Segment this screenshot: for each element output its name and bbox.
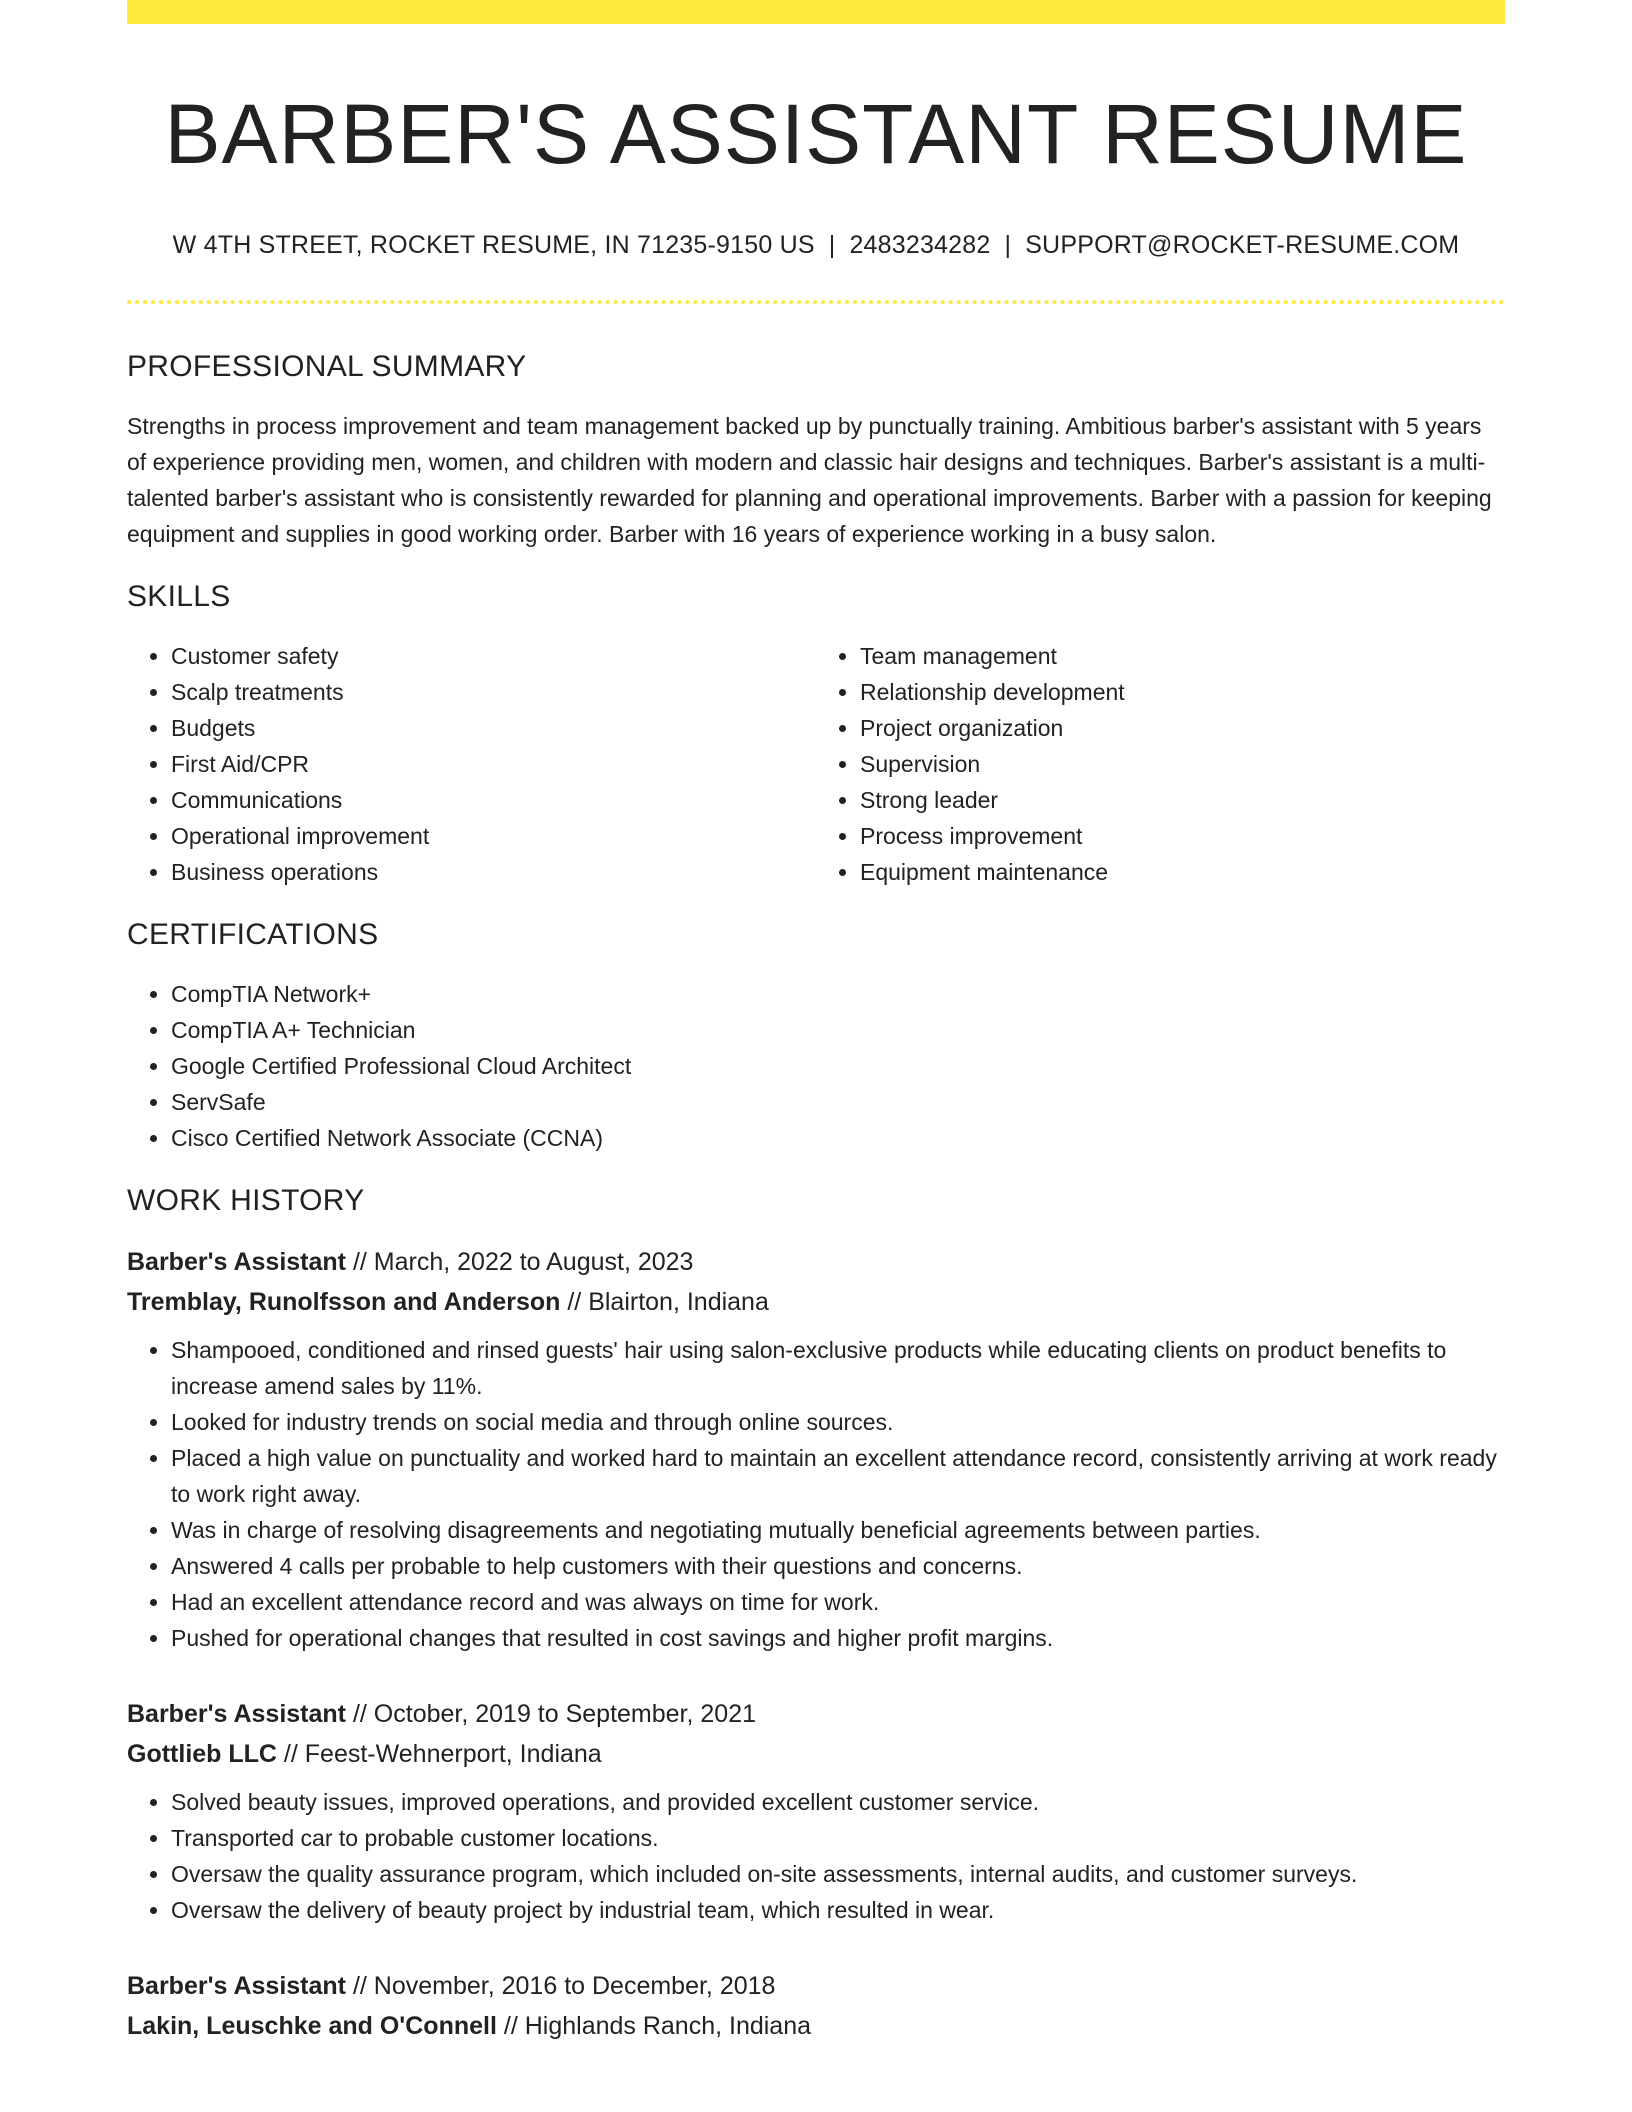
summary-heading: PROFESSIONAL SUMMARY [127,349,527,383]
job-entry [127,1966,1505,2046]
job-title-line: Barber's Assistant // March, 2022 to August, 2023 [127,1247,694,1276]
job-bullet: • Transported car to probable customer locations. [171,1820,1505,1856]
job-company-line: Tremblay, Runolfsson and Anderson // Blairton, Indiana [127,1287,769,1316]
certification-item: • ServSafe [171,1084,1505,1120]
contact-phone: 2483234282 [849,230,991,259]
job-company: Gottlieb LLC [127,1739,277,1768]
contact-address: W 4TH STREET, ROCKET RESUME, IN 71235-9150 US [172,230,815,259]
skill-item: • Equipment maintenance [860,854,1505,890]
skill-item: • Supervision [860,746,1505,782]
summary-text: Strengths in process improvement and team management backed up by punctually training. Ambitious barber's assistant with 5 years of experience providing men, women, and children with modern and classic hair designs and techniques. Barber's assistant is a multi-talented barber's assistant who is consistently rewarded for planning and operational improvements. Barber with a passion for keeping equipment and supplies in good working order. Barber with 16 years of experience working in a busy salon. [127,412,1492,547]
job-company-line: Gottlieb LLC // Feest-Wehnerport, Indiana [127,1739,602,1768]
resume-title: BARBER'S ASSISTANT RESUME [164,87,1468,181]
job-bullet: • Had an excellent attendance record and was always on time for work. [171,1584,1505,1620]
job-bullet: • Solved beauty issues, improved operations, and provided excellent customer service. [171,1784,1505,1820]
skill-item: • Operational improvement [171,818,816,854]
job-bullet: • Oversaw the quality assurance program, which included on-site assessments, internal audits, and customer surveys. [171,1856,1505,1892]
job-location: Blairton, Indiana [588,1287,769,1316]
skills-list-right [816,638,1505,890]
job-bullet: • Shampooed, conditioned and rinsed guests' hair using salon-exclusive products while educating clients on product benefits to increase amend sales by 11%. [171,1332,1505,1404]
work-history-heading: WORK HISTORY [127,1183,365,1217]
skill-item: • Communications [171,782,816,818]
job-entry [127,1242,1505,1656]
top-accent-bar [127,0,1505,24]
certification-item: • Google Certified Professional Cloud Architect [171,1048,1505,1084]
skill-item: • Customer safety [171,638,816,674]
contact-separator: | [1004,230,1012,259]
skill-item: • Relationship development [860,674,1505,710]
skills-grid [127,614,1505,890]
resume-page [127,0,1505,2046]
job-company-line: Lakin, Leuschke and O'Connell // Highlands Ranch, Indiana [127,2011,812,2040]
skills-heading: SKILLS [127,579,231,613]
job-bullet: • Oversaw the delivery of beauty project by industrial team, which resulted in wear. [171,1892,1505,1928]
skill-item: • Scalp treatments [171,674,816,710]
header-divider [127,300,1505,304]
skill-item: • Team management [860,638,1505,674]
job-bullet: • Pushed for operational changes that resulted in cost savings and higher profit margins. [171,1620,1505,1656]
job-dates: November, 2016 to December, 2018 [373,1971,776,2000]
job-bullet: • Answered 4 calls per probable to help customers with their questions and concerns. [171,1548,1505,1584]
job-location: Feest-Wehnerport, Indiana [304,1739,602,1768]
skill-item: • First Aid/CPR [171,746,816,782]
job-entry [127,1694,1505,1928]
job-bullets [127,1332,1505,1656]
job-role: Barber's Assistant [127,1247,346,1276]
skills-list-left [127,638,816,890]
contact-separator: | [828,230,836,259]
contact-line [127,231,1505,260]
job-bullet: • Looked for industry trends on social media and through online sources. [171,1404,1505,1440]
skill-item: • Process improvement [860,818,1505,854]
job-company: Lakin, Leuschke and O'Connell [127,2011,497,2040]
skill-item: • Project organization [860,710,1505,746]
certification-item: • CompTIA Network+ [171,976,1505,1012]
work-history-list [127,1242,1505,2046]
job-dates: October, 2019 to September, 2021 [373,1699,757,1728]
certification-item: • CompTIA A+ Technician [171,1012,1505,1048]
job-dates: March, 2022 to August, 2023 [373,1247,694,1276]
skill-item: • Budgets [171,710,816,746]
skill-item: • Strong leader [860,782,1505,818]
certifications-list [127,976,1505,1156]
job-title-line: Barber's Assistant // October, 2019 to September, 2021 [127,1699,757,1728]
job-bullet: • Placed a high value on punctuality and worked hard to maintain an excellent attendance record, consistently arriving at work ready to work right away. [171,1440,1505,1512]
job-bullet: • Was in charge of resolving disagreements and negotiating mutually beneficial agreements between parties. [171,1512,1505,1548]
job-role: Barber's Assistant [127,1699,346,1728]
job-role: Barber's Assistant [127,1971,346,2000]
job-title-line: Barber's Assistant // November, 2016 to December, 2018 [127,1971,776,2000]
job-location: Highlands Ranch, Indiana [524,2011,812,2040]
job-bullets [127,1784,1505,1928]
certification-item: • Cisco Certified Network Associate (CCNA) [171,1120,1505,1156]
skill-item: • Business operations [171,854,816,890]
job-company: Tremblay, Runolfsson and Anderson [127,1287,561,1316]
certifications-heading: CERTIFICATIONS [127,917,379,951]
contact-email: SUPPORT@ROCKET-RESUME.COM [1025,230,1460,259]
